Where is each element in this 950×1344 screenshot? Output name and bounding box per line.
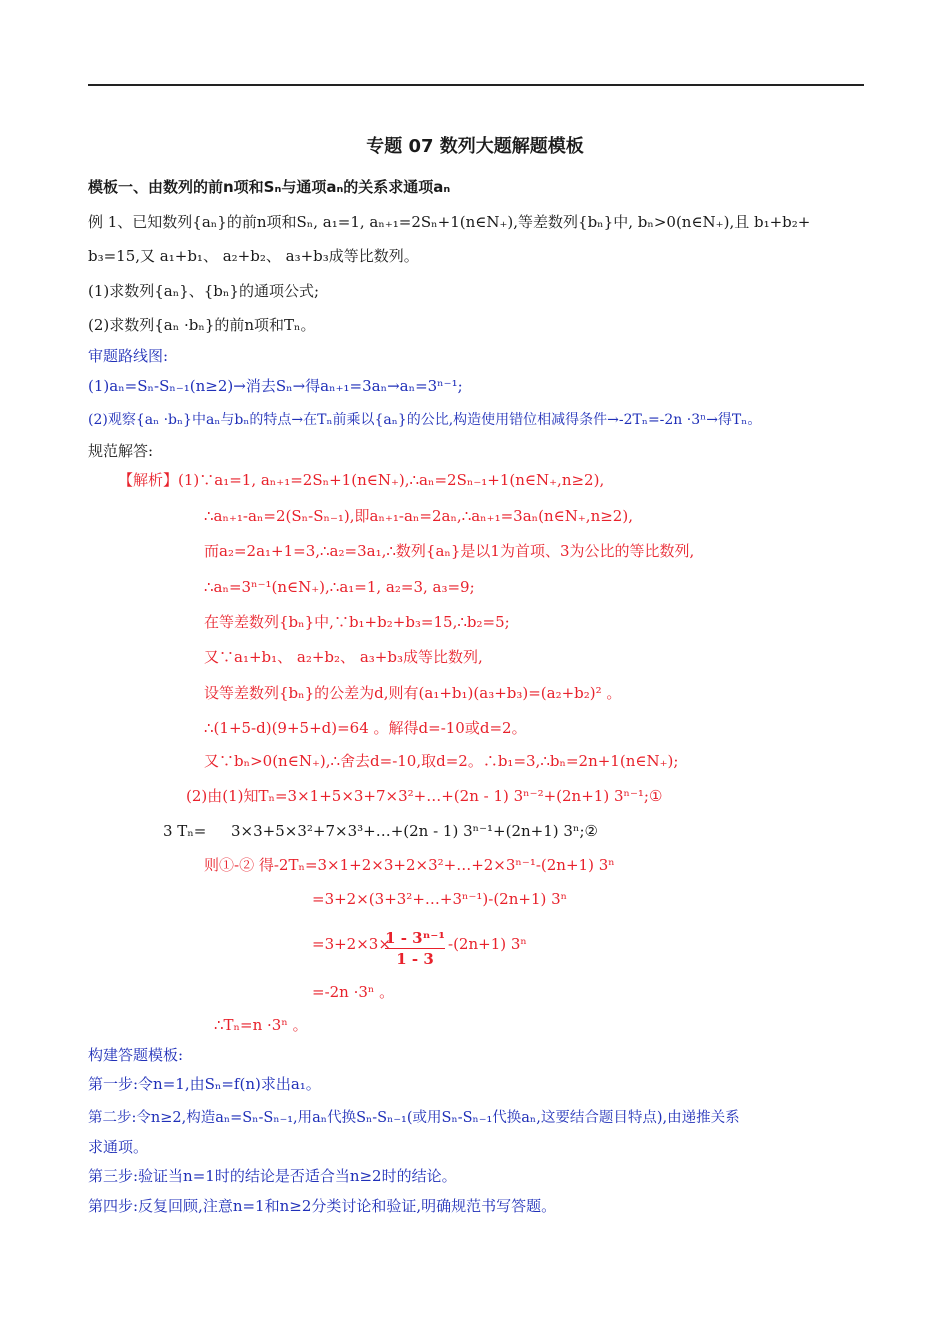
template-step-2: 第二步:令n≥2,构造aₙ=Sₙ-Sₙ₋₁,用aₙ代换Sₙ-Sₙ₋₁(或用Sₙ-Sₙ₋₁代换aₙ,这要结合题目特点),由递推关系 <box>88 1110 740 1126</box>
solution-line-13: =3+2×(3+3²+…+3ⁿ⁻¹)-(2n+1) 3ⁿ <box>312 890 568 908</box>
solution-line-5: 在等差数列{bₙ}中,∵b₁+b₂+b₃=15,∴b₂=5; <box>204 613 510 631</box>
fraction-denominator: 1 - 3 <box>396 950 434 968</box>
solution-line-9: 又∵bₙ>0(n∈N₊),∴舍去d=-10,取d=2。∴b₁=3,∴bₙ=2n+1(n∈N₊); <box>204 752 679 770</box>
fraction-numerator: 1 - 3ⁿ⁻¹ <box>385 929 445 947</box>
header-rule <box>88 84 864 86</box>
example-line-1: 例 1、已知数列{aₙ}的前n项和Sₙ, a₁=1, aₙ₊₁=2Sₙ+1(n∈N₊),等差数列{bₙ}中, bₙ>0(n∈N₊),且 b₁+b₂+ <box>88 213 811 231</box>
solution-line-8: ∴(1+5-d)(9+5+d)=64 。解得d=-10或d=2。 <box>204 719 527 737</box>
solution-line-15: =-2n ·3ⁿ 。 <box>312 983 395 1001</box>
fraction <box>385 928 445 969</box>
template-heading: 构建答题模板: <box>88 1046 184 1064</box>
example-line-2: b₃=15,又 a₁+b₁、 a₂+b₂、 a₃+b₃成等比数列。 <box>88 247 419 265</box>
solution-line-14-right: -(2n+1) 3ⁿ <box>448 935 527 953</box>
section-heading: 模板一、由数列的前n项和Sₙ与通项aₙ的关系求通项aₙ <box>88 178 451 196</box>
solution-line-3: 而a₂=2a₁+1=3,∴a₂=3a₁,∴数列{aₙ}是以1为首项、3为公比的等比数列, <box>204 542 695 560</box>
roadmap-heading: 审题路线图: <box>88 347 169 365</box>
template-step-4: 第四步:反复回顾,注意n=1和n≥2分类讨论和验证,明确规范书写答题。 <box>88 1197 557 1215</box>
solution-line-1 <box>118 470 604 490</box>
solution-line-10: (2)由(1)知Tₙ=3×1+5×3+7×3²+…+(2n - 1) 3ⁿ⁻²+(2n+1) 3ⁿ⁻¹;① <box>186 787 663 805</box>
template-step-3: 第三步:验证当n=1时的结论是否适合当n≥2时的结论。 <box>88 1167 457 1185</box>
solution-line-7: 设等差数列{bₙ}的公差为d,则有(a₁+b₁)(a₃+b₃)=(a₂+b₂)² 。 <box>204 684 622 702</box>
question-1: (1)求数列{aₙ}、{bₙ}的通项公式; <box>88 282 319 300</box>
solution-heading: 规范解答: <box>88 442 154 460</box>
roadmap-step-1: (1)aₙ=Sₙ-Sₙ₋₁(n≥2)→消去Sₙ→得aₙ₊₁=3aₙ→aₙ=3ⁿ⁻¹; <box>88 377 463 395</box>
solution-text-1: (1)∵a₁=1, aₙ₊₁=2Sₙ+1(n∈N₊),∴aₙ=2Sₙ₋₁+1(n∈N₊,n≥2), <box>178 471 605 489</box>
solution-line-11-lhs: 3 Tₙ= <box>163 822 207 840</box>
solution-line-12: 则①-② 得-2Tₙ=3×1+2×3+2×3²+…+2×3ⁿ⁻¹-(2n+1) 3ⁿ <box>204 856 615 874</box>
page-title: 专题 07 数列大题解题模板 <box>366 136 584 157</box>
solution-line-4: ∴aₙ=3ⁿ⁻¹(n∈N₊),∴a₁=1, a₂=3, a₃=9; <box>204 578 475 596</box>
question-2: (2)求数列{aₙ ·bₙ}的前n项和Tₙ。 <box>88 316 316 334</box>
solution-line-2: ∴aₙ₊₁-aₙ=2(Sₙ-Sₙ₋₁),即aₙ₊₁-aₙ=2aₙ,∴aₙ₊₁=3aₙ(n∈N₊,n≥2), <box>204 507 633 525</box>
template-step-2-cont: 求通项。 <box>88 1138 149 1156</box>
solution-line-16: ∴Tₙ=n ·3ⁿ 。 <box>214 1016 308 1034</box>
template-step-1: 第一步:令n=1,由Sₙ=f(n)求出a₁。 <box>88 1075 321 1093</box>
solution-line-11-rhs: 3×3+5×3²+7×3³+…+(2n - 1) 3ⁿ⁻¹+(2n+1) 3ⁿ;② <box>231 822 598 840</box>
solution-line-14-left: =3+2×3× <box>312 935 391 953</box>
roadmap-step-2: (2)观察{aₙ ·bₙ}中aₙ与bₙ的特点→在Tₙ前乘以{aₙ}的公比,构造使用错位相减得条件→-2Tₙ=-2n ·3ⁿ→得Tₙ。 <box>88 412 762 428</box>
analysis-tag: 【解析】 <box>118 471 179 489</box>
solution-line-6: 又∵a₁+b₁、 a₂+b₂、 a₃+b₃成等比数列, <box>204 648 483 666</box>
